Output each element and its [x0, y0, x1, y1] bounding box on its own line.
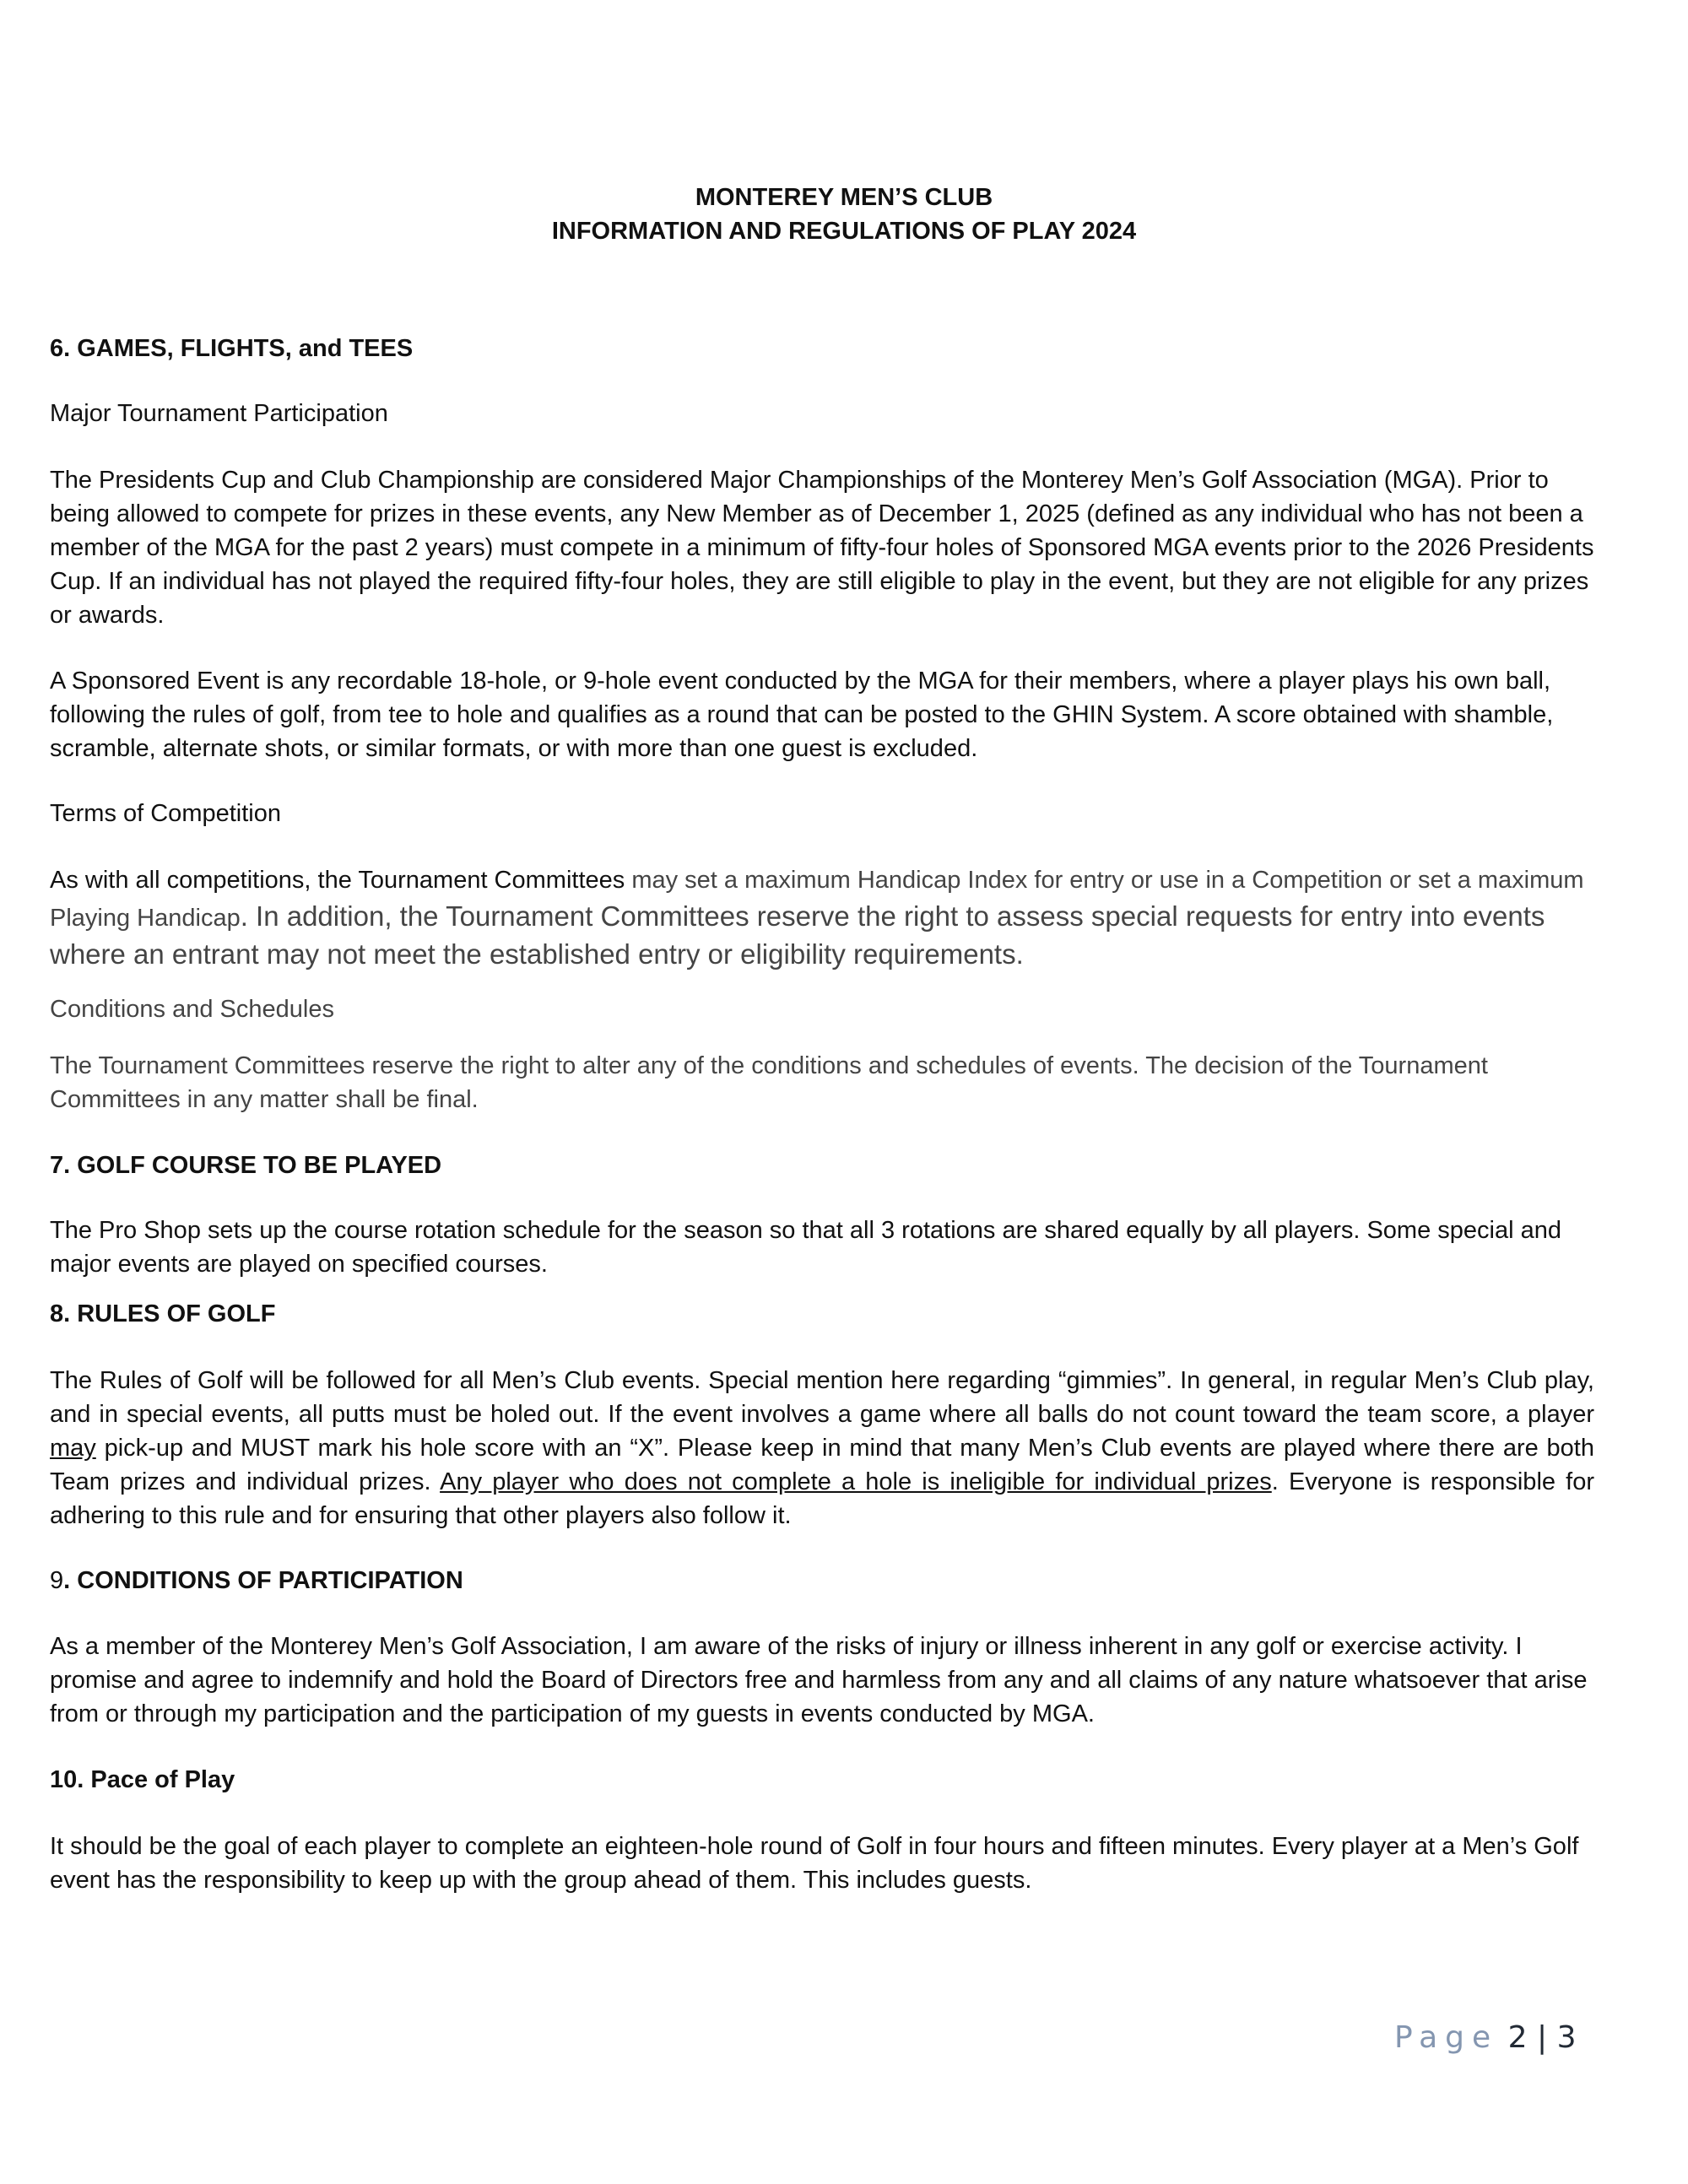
- paragraph-terms: [50, 862, 1594, 974]
- paragraph-major-participation: The Presidents Cup and Club Championship are considered Major Championships of the Monterey Men’s Golf Association (MGA). Prior to being allowed to compete for prizes in these events, any New Member as of December 1, 2025 (defined as any individual who has not been a member of the MGA for the past 2 years) must compete in a minimum of fifty-four holes of Sponsored MGA events prior to the 2026 Presidents Cup. If an individual has not played the required fifty-four holes, they are still eligible to play in the event, but they are not eligible for any prizes or awards.: [50, 467, 1594, 629]
- section-9-heading: [50, 1564, 1594, 1597]
- paragraph-rules: [50, 1364, 1594, 1533]
- page-separator: |: [1536, 2020, 1548, 2055]
- paragraph-conditions: The Tournament Committees reserve the right to alter any of the conditions and schedules of events. The decision of the Tournament Committees in any matter shall be final.: [50, 1052, 1488, 1113]
- section-9-title: . CONDITIONS OF PARTICIPATION: [63, 1567, 463, 1594]
- page-current: 2: [1507, 2020, 1528, 2055]
- section-8-heading: 8. RULES OF GOLF: [50, 1300, 276, 1327]
- section-6-heading: 6. GAMES, FLIGHTS, and TEES: [50, 335, 414, 362]
- terms-lead: As with all competitions, the Tournament Committees: [50, 867, 625, 894]
- subheading-terms: Terms of Competition: [50, 800, 281, 827]
- paragraph-participation: As a member of the Monterey Men’s Golf Association, I am aware of the risks of injury or illness inherent in any golf or exercise activity. I promise and agree to indemnify and hold the Board of Directors free and harmless from any and all claims of any nature whatsoever that arise from or through my participation and the participation of my guests in events conducted by MGA.: [50, 1633, 1588, 1727]
- terms-special-requests: . In addition, the Tournament Committees reserve the right to assess special requests for entry into events where an entrant may not meet the established entry or eligibility requirements.: [50, 900, 1545, 970]
- paragraph-pace: It should be the goal of each player to complete an eighteen-hole round of Golf in four hours and fifteen minutes. Every player at a Men’s Golf event has the responsibility to keep up with the group ahead of them. This includes guests.: [50, 1833, 1579, 1894]
- rules-text-2: pick-up and MUST mark his hole score with an “X”. Please keep in mind that many Men’s Club events are played where there are both Team prizes and individual prizes.: [50, 1435, 1594, 1495]
- rules-text-3: . Everyone is responsible for adhering to this rule and for ensuring that other players also follow it.: [50, 1468, 1594, 1529]
- paragraph-sponsored-event: A Sponsored Event is any recordable 18-hole, or 9-hole event conducted by the MGA for their members, where a player plays his own ball, following the rules of golf, from tee to hole and qualifies as a round that can be posted to the GHIN System. A score obtained with shamble, scramble, alternate shots, or similar formats, or with more than one guest is excluded.: [50, 668, 1554, 762]
- document-subtitle: INFORMATION AND REGULATIONS OF PLAY 2024: [551, 218, 1137, 245]
- rules-text-1: The Rules of Golf will be followed for all Men’s Club events. Special mention here regarding “gimmies”. In general, in regular Men’s Club play, and in special events, all putts must be holed out. If the event involves a game where all balls do not count toward the team score, a player: [50, 1367, 1594, 1428]
- subheading-major-tournament: Major Tournament Participation: [50, 400, 388, 427]
- subheading-conditions: Conditions and Schedules: [50, 996, 334, 1023]
- page-number: [1394, 2020, 1576, 2055]
- terms-handicap: may set a maximum Handicap Index for entry or use in a Competition or set a maximum Playing Handicap: [50, 867, 1584, 932]
- section-7-heading: 7. GOLF COURSE TO BE PLAYED: [50, 1152, 442, 1179]
- page-total: 3: [1556, 2020, 1577, 2055]
- rules-ineligible-underlined: Any player who does not complete a hole is ineligible for individual prizes: [440, 1468, 1272, 1495]
- section-9-number: 9: [50, 1567, 64, 1594]
- section-10-heading: 10. Pace of Play: [50, 1766, 235, 1793]
- paragraph-course: The Pro Shop sets up the course rotation schedule for the season so that all 3 rotations are shared equally by all players. Some special and major events are played on specified courses.: [50, 1217, 1561, 1278]
- document-title: MONTEREY MEN’S CLUB: [695, 184, 993, 211]
- page-label: Page: [1394, 2020, 1499, 2055]
- rules-may-underlined: may: [50, 1435, 96, 1462]
